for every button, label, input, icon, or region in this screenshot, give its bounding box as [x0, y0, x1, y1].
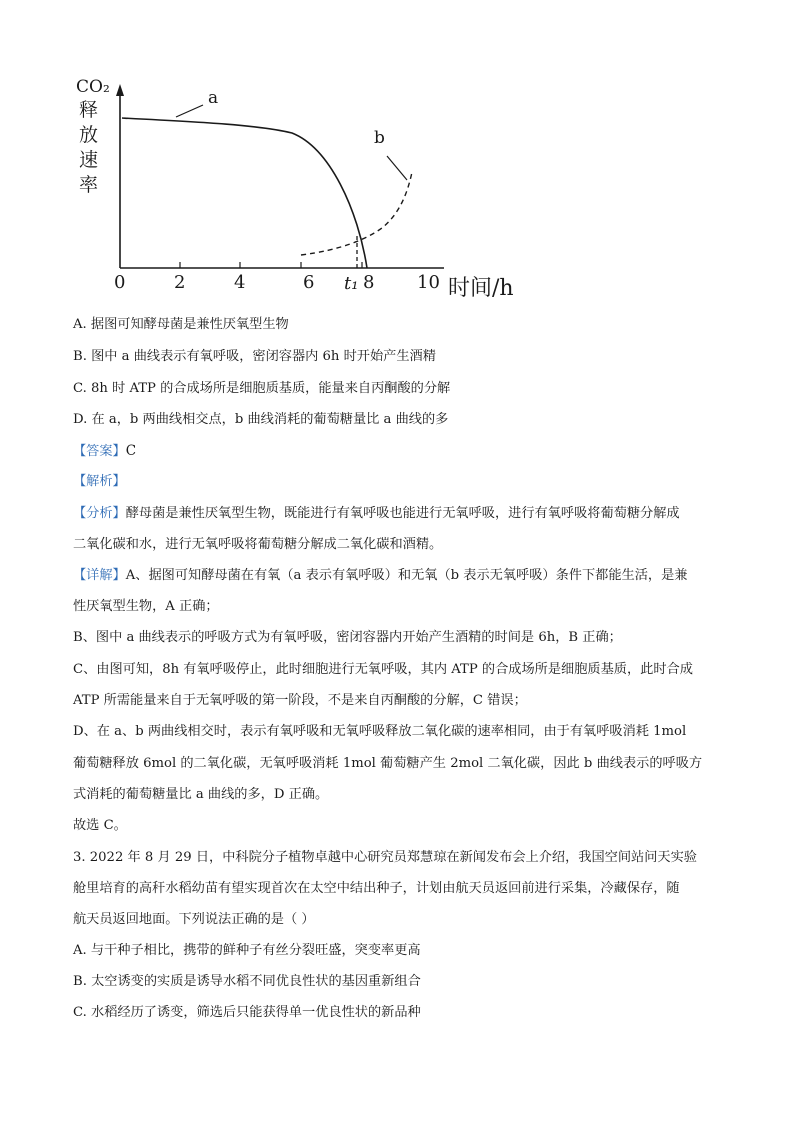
text-line — [73, 566, 687, 586]
y-label-char: 放 — [79, 124, 99, 146]
x-tick-label: 6 — [303, 272, 315, 293]
y-label-char: 率 — [79, 174, 99, 196]
text-segment: C — [125, 443, 137, 459]
text-segment: 葡萄糖释放 6mol 的二氧化碳，无氧呼吸消耗 1mol 葡萄糖产生 2mol 二氧化碳，因此 b 曲线表示的呼吸方 — [73, 756, 703, 771]
text-line — [73, 504, 680, 524]
y-label-char: 释 — [79, 99, 99, 121]
x-axis-label: 时间/h — [448, 276, 514, 301]
text-line — [73, 785, 328, 805]
text-segment: 性厌氧型生物，A 正确； — [73, 599, 219, 614]
text-line — [73, 410, 448, 430]
curve-a-label-leader — [176, 105, 203, 117]
text-line — [73, 315, 289, 335]
text-line — [73, 535, 442, 555]
text-segment: C. 水稻经历了诱变，筛选后只能获得单一优良性状的新品种 — [73, 1005, 421, 1020]
text-line — [73, 754, 702, 774]
text-segment: A、据图可知酵母菌在有氧（a 表示有氧呼吸）和无氧（b 表示无氧呼吸）条件下都能生活，是兼 — [125, 568, 688, 583]
text-line — [73, 848, 697, 868]
curve-b-label-leader — [387, 156, 407, 180]
text-segment: 舱里培育的高秆水稻幼苗有望实现首次在太空中结出种子，计划由航天员返回前进行采集，冷藏保存，随 — [73, 881, 680, 896]
text-segment: A. 与干种子相比，携带的鲜种子有丝分裂旺盛，突变率更高 — [73, 943, 421, 958]
text-segment: B、图中 a 曲线表示的呼吸方式为有氧呼吸，密闭容器内开始产生酒精的时间是 6h，B 正确； — [73, 630, 622, 645]
text-segment: 式消耗的葡萄糖量比 a 曲线的多，D 正确。 — [73, 787, 329, 802]
text-segment: 航天员返回地面。下列说法正确的是（ ） — [73, 912, 315, 927]
y-axis-arrow-icon — [116, 84, 124, 96]
text-segment: A. 据图可知酵母菌是兼性厌氧型生物 — [73, 317, 289, 332]
section-tag: 【答案】 — [73, 444, 126, 459]
text-line — [73, 816, 127, 836]
text-segment: B. 太空诱变的实质是诱导水稻不同优良性状的基因重新组合 — [73, 974, 421, 989]
text-segment: B. 图中 a 曲线表示有氧呼吸，密闭容器内 6h 时开始产生酒精 — [73, 349, 436, 364]
curve-b — [301, 172, 412, 255]
y-label-char: 速 — [79, 149, 99, 171]
section-tag: 【分析】 — [73, 506, 126, 521]
text-segment: 二氧化碳和水，进行无氧呼吸将葡萄糖分解成二氧化碳和酒精。 — [73, 537, 443, 552]
text-line — [73, 628, 622, 648]
text-line — [73, 910, 315, 930]
section-tag: 【解析】 — [73, 474, 126, 489]
x-tick-label: 10 — [417, 272, 440, 293]
text-line — [73, 441, 136, 462]
text-line — [73, 941, 421, 961]
text-segment: C、由图可知，8h 有氧呼吸停止，此时细胞进行无氧呼吸，其内 ATP 的合成场所是细胞质基质，此时合成 — [73, 662, 693, 677]
text-segment: D、在 a、b 两曲线相交时，表示有氧呼吸和无氧呼吸释放二氧化碳的速率相同，由于有氧呼吸消耗 1mol — [73, 724, 687, 739]
text-line — [73, 347, 436, 367]
text-line — [73, 472, 126, 492]
x-tick-label: 4 — [234, 272, 246, 293]
t1-label: t₁ — [344, 273, 359, 294]
text-segment: ATP 所需能量来自于无氧呼吸的第一阶段，不是来自丙酮酸的分解，C 错误； — [73, 693, 527, 708]
section-tag: 【详解】 — [73, 568, 126, 583]
text-segment: 酵母菌是兼性厌氧型生物，既能进行有氧呼吸也能进行无氧呼吸，进行有氧呼吸将葡萄糖分解成 — [125, 506, 680, 521]
text-line — [73, 379, 450, 399]
x-tick-label: 0 — [114, 272, 126, 293]
text-line — [73, 1003, 421, 1023]
x-tick-label: 2 — [174, 272, 186, 293]
text-segment: C. 8h 时 ATP 的合成场所是细胞质基质，能量来自丙酮酸的分解 — [73, 381, 451, 396]
text-segment: 3. 2022 年 8 月 29 日，中科院分子植物卓越中心研究员郑慧琼在新闻发布会上介绍，我国空间站问天实验 — [73, 850, 697, 865]
respiration-rate-figure — [70, 70, 540, 310]
text-line — [73, 597, 219, 617]
text-line — [73, 879, 680, 899]
curve-b-label: b — [374, 128, 385, 148]
y-label-co2: CO₂ — [76, 77, 110, 97]
text-segment: D. 在 a，b 两曲线相交点，b 曲线消耗的葡萄糖量比 a 曲线的多 — [73, 412, 449, 427]
text-line — [73, 660, 693, 680]
curve-a-label: a — [208, 88, 219, 108]
text-line — [73, 722, 686, 742]
x-tick-label: 8 — [363, 272, 375, 293]
text-line — [73, 691, 527, 711]
curve-a — [122, 118, 367, 268]
text-line — [73, 972, 421, 992]
text-segment: 故选 C。 — [73, 818, 127, 833]
